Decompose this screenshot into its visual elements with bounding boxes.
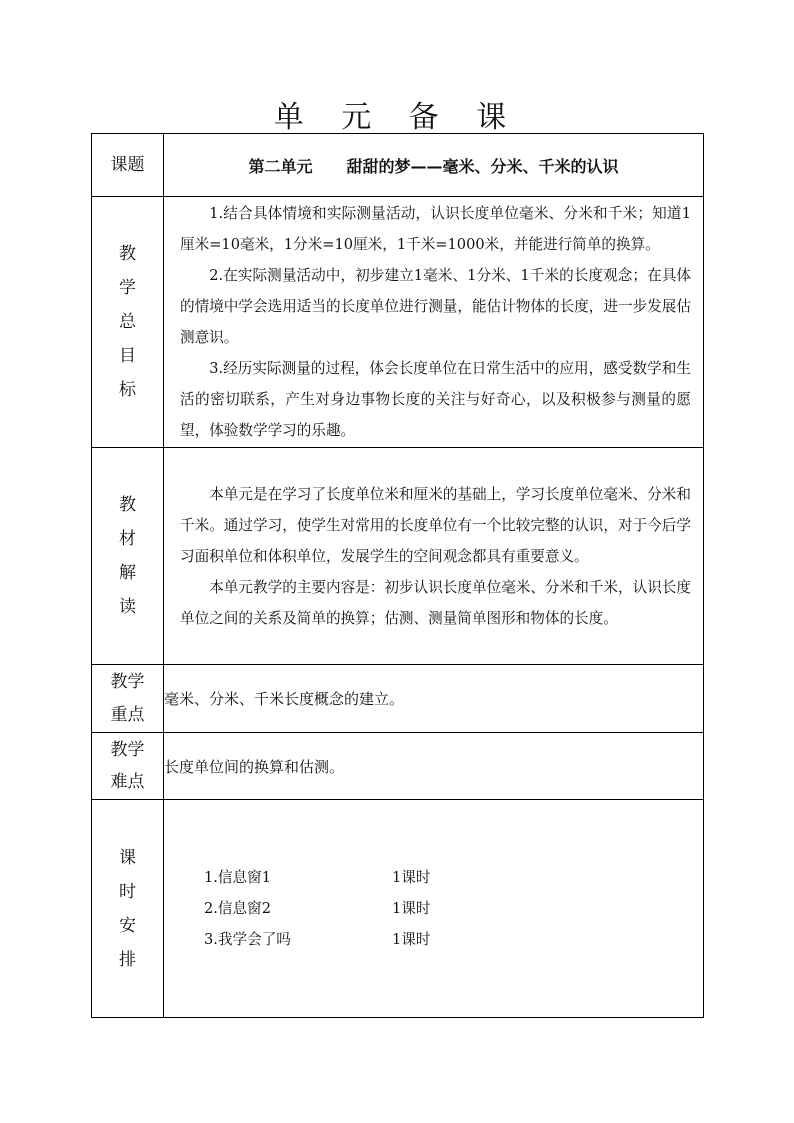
lesson-plan-table xyxy=(91,133,704,1018)
difficulty-label-line: 教学 xyxy=(110,739,145,760)
schedule-list xyxy=(164,862,703,955)
schedule-item xyxy=(204,862,703,893)
schedule-item-hours: 1课时 xyxy=(392,931,431,948)
key-point-label-line: 重点 xyxy=(110,704,145,725)
key-point-label-line: 教学 xyxy=(110,672,145,693)
analysis-item: 本单元教学的主要内容是：初步认识长度单位毫米、分米和千米，认识长度单位之间的关系及简单的换算；估测、测量简单图形和物体的长度。 xyxy=(180,578,691,627)
goals-content xyxy=(164,197,704,448)
goal-item: 1.结合具体情境和实际测量活动，认识长度单位毫米、分米和千米；知道1厘米=10毫米，1分米=10厘米，1千米=1000米，并能进行简单的换算。 xyxy=(180,205,691,253)
schedule-row xyxy=(92,800,704,1018)
difficulty-label xyxy=(92,733,164,800)
analysis-item: 本单元是在学习了长度单位米和厘米的基础上，学习长度单位毫米、分米和千米。通过学习，使学生对常用的长度单位有一个比较完整的认识，对于今后学习面积单位和体积单位，发展学生的空间观念都具有重要意义。 xyxy=(180,485,691,565)
schedule-label-char: 安 xyxy=(119,915,136,936)
goals-label-char: 标 xyxy=(119,380,136,400)
analysis-label-char: 教 xyxy=(119,495,136,515)
analysis-label-char: 解 xyxy=(119,563,136,583)
difficulty-label-line: 难点 xyxy=(110,772,145,792)
schedule-label-char: 排 xyxy=(119,949,136,970)
topic-name: 甜甜的梦——毫米、分米、千米的认识 xyxy=(346,156,619,176)
topic-row xyxy=(92,134,704,197)
goals-label-char: 教 xyxy=(119,244,136,264)
key-point-label xyxy=(92,665,164,733)
schedule-item-hours: 1课时 xyxy=(392,869,431,886)
schedule-label-char: 时 xyxy=(119,881,136,902)
analysis-row xyxy=(92,448,704,665)
topic-cell xyxy=(164,134,704,197)
difficulty-row xyxy=(92,733,704,800)
schedule-item-hours: 1课时 xyxy=(392,900,431,917)
goal-item: 3.经历实际测量的过程，体会长度单位在日常生活中的应用，感受数学和生活的密切联系，产生对身边事物长度的关注与好奇心，以及积极参与测量的愿望，体验数学学习的乐趣。 xyxy=(180,360,691,439)
topic-label: 课题 xyxy=(92,134,164,197)
goals-label-char: 学 xyxy=(119,278,136,298)
page-title: 单 元 备 课 xyxy=(273,100,521,135)
topic-unit: 第二单元 xyxy=(248,156,313,176)
schedule-item xyxy=(204,924,703,955)
goals-row xyxy=(92,197,704,448)
schedule-label xyxy=(92,800,164,1018)
goals-label-char: 目 xyxy=(119,346,136,366)
schedule-item-name: 1.信息窗1 xyxy=(204,869,271,886)
schedule-item xyxy=(204,893,703,924)
schedule-label-char: 课 xyxy=(119,847,136,868)
schedule-item-name: 2.信息窗2 xyxy=(204,900,271,917)
goal-item: 2.在实际测量活动中，初步建立1毫米、1分米、1千米的长度观念；在具体的情境中学会选用适当的长度单位进行测量，能估计物体的长度，进一步发展估测意识。 xyxy=(180,267,691,346)
goals-label xyxy=(92,197,164,448)
analysis-content xyxy=(164,448,704,665)
analysis-label-char: 读 xyxy=(119,597,136,617)
goals-label-char: 总 xyxy=(119,312,136,332)
difficulty-text: 长度单位间的换算和估测。 xyxy=(164,733,704,800)
schedule-item-name: 3.我学会了吗 xyxy=(204,931,291,948)
key-point-text: 毫米、分米、千米长度概念的建立。 xyxy=(164,665,704,733)
key-point-row xyxy=(92,665,704,733)
schedule-content xyxy=(164,800,704,1018)
analysis-label-char: 材 xyxy=(119,529,136,549)
analysis-label xyxy=(92,448,164,665)
